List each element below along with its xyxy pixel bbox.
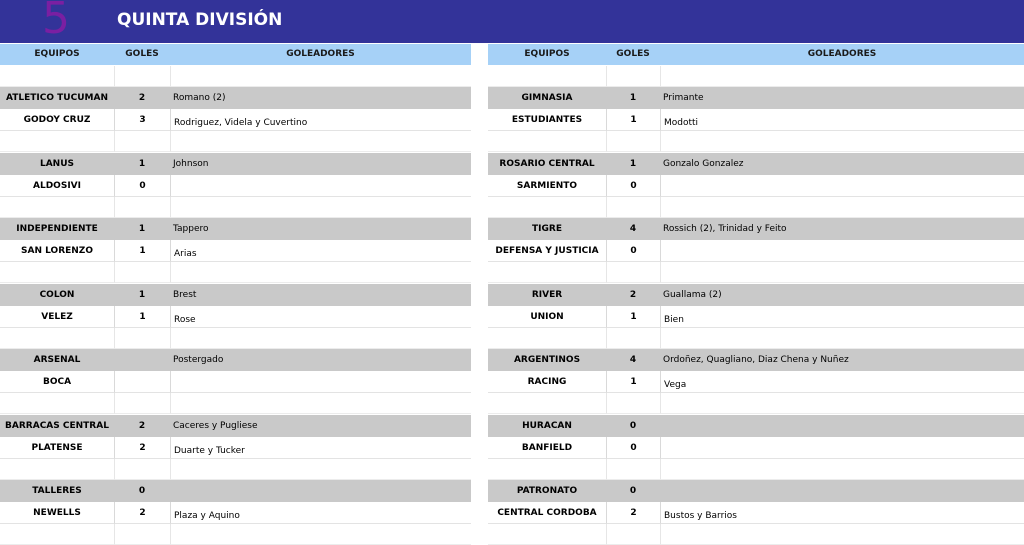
goals-cell: 1 <box>629 93 637 103</box>
team-name: PLATENSE <box>0 437 114 459</box>
team-name: GIMNASIA <box>521 93 573 103</box>
team-name: INDEPENDIENTE <box>16 224 98 234</box>
spacer-row <box>488 131 1024 152</box>
scorers-cell <box>660 415 1024 437</box>
spacer-row <box>0 262 471 283</box>
scorers-cell <box>170 371 471 393</box>
goals-cell: 2 <box>138 93 146 103</box>
goals-cell <box>114 349 170 371</box>
result-row-home <box>0 284 471 306</box>
scorers-cell: Vega <box>660 371 1024 393</box>
goals-cell <box>114 371 170 393</box>
scorers-cell: Rose <box>170 306 471 328</box>
spacer-row <box>488 66 1024 87</box>
team-name: RIVER <box>531 289 563 300</box>
scorers-cell: Gonzalo Gonzalez <box>663 158 744 169</box>
result-row-away <box>488 306 1024 328</box>
column-header-goleadores: GOLEADORES <box>660 44 1024 65</box>
goals-cell: 2 <box>629 289 637 300</box>
scorers-cell: Primante <box>663 93 704 103</box>
goals-cell: 0 <box>114 175 170 197</box>
spacer-row <box>488 328 1024 349</box>
goals-cell: 0 <box>138 486 146 496</box>
goals-cell: 0 <box>606 240 660 262</box>
scorers-cell: Bustos y Barrios <box>660 502 1024 524</box>
result-row-home <box>0 153 471 175</box>
result-row-away <box>488 502 1024 524</box>
spacer-row <box>0 66 471 87</box>
scorers-cell: Modotti <box>660 109 1024 131</box>
title-bar <box>0 0 1024 43</box>
team-name: ARSENAL <box>33 355 81 365</box>
scorers-cell: Postergado <box>173 355 224 365</box>
goals-cell: 4 <box>629 224 637 234</box>
team-name: ESTUDIANTES <box>488 109 606 131</box>
team-name: ARGENTINOS <box>513 355 581 365</box>
team-name: COLON <box>39 289 75 300</box>
scorers-cell <box>170 175 471 197</box>
team-name: SAN LORENZO <box>0 240 114 262</box>
spacer-row <box>488 262 1024 283</box>
goals-cell: 1 <box>138 224 146 234</box>
result-row-away <box>488 109 1024 131</box>
team-name: DEFENSA Y JUSTICIA <box>488 240 606 262</box>
column-header-equipos: EQUIPOS <box>0 44 114 65</box>
result-row-away <box>488 437 1024 459</box>
team-name: ATLETICO TUCUMAN <box>6 93 108 103</box>
spacer-row <box>488 393 1024 414</box>
goals-cell: 2 <box>138 420 146 431</box>
goals-cell: 4 <box>629 355 637 365</box>
goals-cell: 0 <box>606 437 660 459</box>
goals-cell: 0 <box>606 175 660 197</box>
scorers-cell: Brest <box>173 289 197 300</box>
result-row-away <box>488 371 1024 393</box>
goals-cell: 1 <box>606 306 660 328</box>
scorers-cell <box>660 480 1024 502</box>
goals-cell: 0 <box>629 420 637 431</box>
column-header-goleadores: GOLEADORES <box>170 44 471 65</box>
goals-cell: 3 <box>114 109 170 131</box>
scorers-cell: Duarte y Tucker <box>170 437 471 459</box>
result-row-away <box>488 240 1024 262</box>
page-title: QUINTA DIVISIÓN <box>117 10 283 30</box>
result-row-away <box>0 502 471 524</box>
team-name: RACING <box>488 371 606 393</box>
team-name: VELEZ <box>0 306 114 328</box>
team-name: SARMIENTO <box>488 175 606 197</box>
result-row-home <box>488 284 1024 306</box>
spacer-row <box>0 197 471 218</box>
team-name: NEWELLS <box>0 502 114 524</box>
result-row-home <box>0 415 471 437</box>
result-row-away <box>0 437 471 459</box>
scorers-cell: Ordoñez, Quagliano, Diaz Chena y Nuñez <box>663 355 849 365</box>
team-name: PATRONATO <box>516 486 578 496</box>
scorers-cell: Bien <box>660 306 1024 328</box>
team-name: UNION <box>488 306 606 328</box>
scorers-cell: Johnson <box>173 158 209 169</box>
column-header-equipos: EQUIPOS <box>488 44 606 65</box>
result-row-away <box>0 306 471 328</box>
goals-cell: 1 <box>114 306 170 328</box>
scorers-cell <box>660 240 1024 262</box>
column-header-goles: GOLES <box>114 44 170 65</box>
spacer-row <box>0 524 471 545</box>
team-name: CENTRAL CORDOBA <box>488 502 606 524</box>
result-row-home <box>0 480 471 502</box>
scorers-cell <box>170 480 471 502</box>
result-row-away <box>0 175 471 197</box>
result-row-home <box>488 87 1024 109</box>
goals-cell: 1 <box>629 158 637 169</box>
team-name: LANUS <box>39 158 75 169</box>
result-row-away <box>0 371 471 393</box>
team-name: ROSARIO CENTRAL <box>499 158 595 169</box>
scorers-cell: Arias <box>170 240 471 262</box>
spacer-row <box>0 459 471 480</box>
result-row-home <box>0 87 471 109</box>
goals-cell: 1 <box>606 109 660 131</box>
goals-cell: 1 <box>114 240 170 262</box>
goals-cell: 2 <box>606 502 660 524</box>
scorers-cell: Romano (2) <box>173 93 226 103</box>
goals-cell: 2 <box>114 502 170 524</box>
scorers-cell: Rodriguez, Videla y Cuvertino <box>170 109 471 131</box>
spacer-row <box>0 328 471 349</box>
result-row-home <box>0 218 471 240</box>
goals-cell: 1 <box>606 371 660 393</box>
division-number-logo: 5 <box>42 0 70 44</box>
team-name: TALLERES <box>32 486 82 496</box>
scorers-cell <box>660 437 1024 459</box>
scorers-cell: Guallama (2) <box>663 289 722 300</box>
spacer-row <box>488 524 1024 545</box>
result-row-home <box>488 415 1024 437</box>
spacer-row <box>488 459 1024 480</box>
scorers-cell: Rossich (2), Trinidad y Feito <box>663 224 787 234</box>
result-row-home <box>488 153 1024 175</box>
result-row-home <box>488 349 1024 371</box>
scorers-cell: Tappero <box>173 224 209 234</box>
team-name: HURACAN <box>522 420 572 431</box>
result-row-home <box>488 480 1024 502</box>
result-row-away <box>0 240 471 262</box>
spacer-row <box>0 131 471 152</box>
result-row-home <box>488 218 1024 240</box>
spacer-row <box>0 393 471 414</box>
goals-cell: 1 <box>138 289 146 300</box>
scorers-cell <box>660 175 1024 197</box>
team-name: TIGRE <box>532 224 562 234</box>
result-row-home <box>0 349 471 371</box>
goals-cell: 2 <box>114 437 170 459</box>
result-row-away <box>0 109 471 131</box>
column-header-goles: GOLES <box>606 44 660 65</box>
team-name: ALDOSIVI <box>0 175 114 197</box>
goals-cell: 0 <box>629 486 637 496</box>
goals-cell: 1 <box>138 158 146 169</box>
result-row-away <box>488 175 1024 197</box>
spacer-row <box>488 197 1024 218</box>
scorers-cell: Plaza y Aquino <box>170 502 471 524</box>
team-name: BARRACAS CENTRAL <box>5 420 109 431</box>
team-name: GODOY CRUZ <box>0 109 114 131</box>
team-name: BANFIELD <box>488 437 606 459</box>
team-name: BOCA <box>0 371 114 393</box>
scorers-cell: Caceres y Pugliese <box>173 420 258 431</box>
